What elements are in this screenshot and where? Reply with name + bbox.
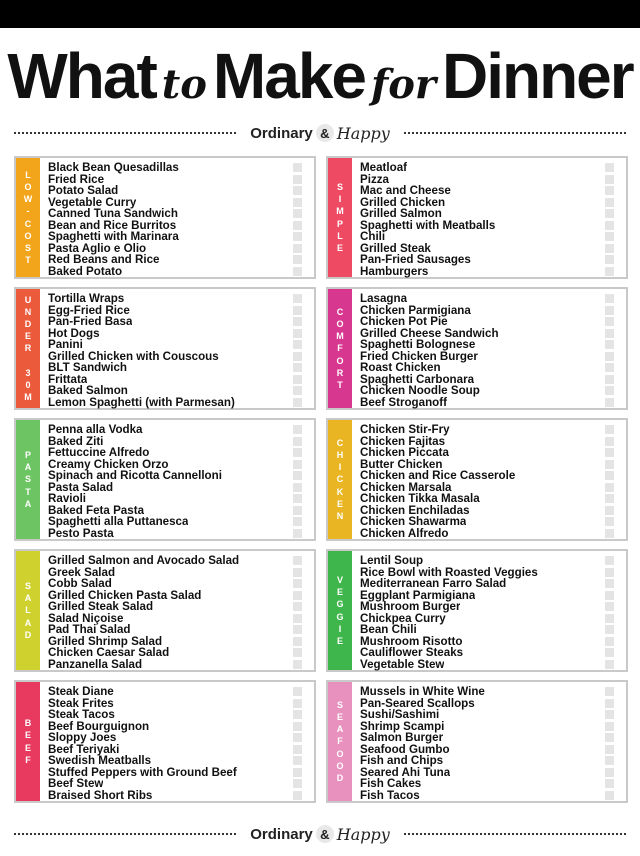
- meal-name: Baked Ziti: [48, 434, 104, 448]
- meal-name: Chicken Caesar Salad: [48, 646, 170, 660]
- meal-name: Salmon Burger: [360, 731, 444, 745]
- meal-checkbox[interactable]: [293, 768, 302, 777]
- category-label-band: [328, 420, 352, 539]
- meal-name: Lasagna: [360, 292, 408, 306]
- meal-item: [48, 528, 310, 540]
- category-label: S E A F O O D: [336, 699, 344, 783]
- meal-checkbox[interactable]: [605, 363, 614, 372]
- brand-word-ordinary: Ordinary: [250, 825, 313, 843]
- meal-name: Steak Tacos: [48, 708, 115, 722]
- meal-checkbox[interactable]: [605, 768, 614, 777]
- meal-name: Black Bean Quesadillas: [48, 161, 179, 175]
- meal-name: Spinach and Ricotta Cannelloni: [48, 469, 222, 483]
- meal-checkbox[interactable]: [605, 306, 614, 315]
- meal-checkbox[interactable]: [605, 722, 614, 731]
- meal-name: Spaghetti with Meatballs: [360, 218, 496, 232]
- meal-name: Beef Bourguignon: [48, 719, 150, 733]
- meal-name: Vegetable Stew: [360, 657, 445, 671]
- meal-checkbox[interactable]: [293, 756, 302, 765]
- meal-item: [360, 528, 622, 540]
- category-grid: [14, 156, 628, 803]
- meal-checkbox[interactable]: [605, 175, 614, 184]
- meal-name: Pasta Aglio e Olio: [48, 241, 147, 255]
- category-label: C O M F O R T: [336, 306, 344, 390]
- meal-list: [48, 424, 310, 539]
- meal-checkbox[interactable]: [293, 317, 302, 326]
- meal-name: Cobb Salad: [48, 577, 112, 591]
- meal-checkbox[interactable]: [293, 386, 302, 395]
- meal-name: Mushroom Risotto: [360, 634, 463, 648]
- meal-name: BLT Sandwich: [48, 361, 128, 375]
- meal-name: Spaghetti Carbonara: [360, 372, 475, 386]
- meal-checkbox[interactable]: [605, 625, 614, 634]
- meal-name: Panini: [48, 338, 83, 352]
- meal-checkbox[interactable]: [293, 660, 302, 669]
- category-label: C H I C K E N: [336, 437, 344, 521]
- meal-name: Lemon Spaghetti (with Parmesan): [48, 395, 235, 409]
- meal-item: [360, 266, 622, 278]
- meal-name: Lentil Soup: [360, 554, 424, 568]
- category-card-comfort: [326, 287, 628, 410]
- dotted-divider: [14, 833, 236, 835]
- meal-checkbox[interactable]: [293, 306, 302, 315]
- meal-name: Chicken Marsala: [360, 480, 452, 494]
- meal-checkbox[interactable]: [293, 163, 302, 172]
- meal-name: Mac and Cheese: [360, 184, 451, 198]
- meal-checkbox[interactable]: [293, 340, 302, 349]
- meal-checkbox[interactable]: [605, 648, 614, 657]
- meal-name: Chickpea Curry: [360, 611, 446, 625]
- meal-name: Salad Niçoise: [48, 611, 124, 625]
- meal-name: Stuffed Peppers with Ground Beef: [48, 765, 237, 779]
- meal-checkbox[interactable]: [293, 329, 302, 338]
- category-card-salad: [14, 549, 316, 672]
- meal-checkbox[interactable]: [293, 232, 302, 241]
- category-label: U N D E R 3 0 M: [24, 294, 32, 403]
- meal-item: [48, 328, 310, 340]
- category-card-beef: [14, 680, 316, 803]
- meal-checkbox[interactable]: [605, 437, 614, 446]
- meal-item: [360, 659, 622, 671]
- meal-name: Grilled Salmon and Avocado Salad: [48, 554, 240, 568]
- meal-checkbox[interactable]: [293, 591, 302, 600]
- meal-name: Rice Bowl with Roasted Veggies: [360, 565, 538, 579]
- title-dinner: Dinner: [441, 40, 633, 112]
- meal-name: Potato Salad: [48, 184, 119, 198]
- meal-checkbox[interactable]: [293, 267, 302, 276]
- title-make: Make: [212, 40, 365, 112]
- meal-name: Fish Cakes: [360, 777, 422, 791]
- meal-name: Seafood Gumbo: [360, 742, 450, 756]
- meal-checkbox[interactable]: [605, 556, 614, 565]
- meal-name: Grilled Salmon: [360, 207, 442, 221]
- meal-list: [360, 555, 622, 670]
- meal-item: [48, 659, 310, 671]
- brand-row-top: [0, 120, 640, 146]
- meal-checkbox[interactable]: [605, 352, 614, 361]
- meal-name: Mediterranean Farro Salad: [360, 577, 507, 591]
- meal-checkbox[interactable]: [293, 779, 302, 788]
- meal-checkbox[interactable]: [605, 163, 614, 172]
- meal-list: [360, 424, 622, 539]
- dotted-divider: [14, 132, 236, 134]
- meal-name: Spaghetti with Marinara: [48, 230, 179, 244]
- meal-checkbox[interactable]: [293, 198, 302, 207]
- meal-checkbox[interactable]: [293, 506, 302, 515]
- meal-checkbox[interactable]: [605, 614, 614, 623]
- meal-checkbox[interactable]: [605, 568, 614, 577]
- meal-checkbox[interactable]: [293, 699, 302, 708]
- brand-word-happy: Happy: [336, 824, 390, 844]
- meal-list: [48, 555, 310, 670]
- meal-checkbox[interactable]: [293, 375, 302, 384]
- meal-checkbox[interactable]: [293, 398, 302, 407]
- meal-checkbox[interactable]: [293, 494, 302, 503]
- meal-name: Grilled Chicken: [360, 195, 446, 209]
- meal-name: Baked Salmon: [48, 384, 128, 398]
- meal-name: Grilled Shrimp Salad: [48, 634, 163, 648]
- meal-checkbox[interactable]: [293, 471, 302, 480]
- meal-checkbox[interactable]: [293, 529, 302, 538]
- category-label-band: [16, 158, 40, 277]
- meal-checkbox[interactable]: [293, 556, 302, 565]
- meal-name: Fettuccine Alfredo: [48, 446, 150, 460]
- brand-word-happy: Happy: [336, 123, 390, 143]
- meal-checkbox[interactable]: [605, 506, 614, 515]
- meal-item: [48, 266, 310, 278]
- category-label: B E E F: [24, 718, 32, 765]
- meal-name: Egg-Fried Rice: [48, 303, 130, 317]
- meal-name: Baked Feta Pasta: [48, 503, 145, 517]
- meal-checkbox[interactable]: [293, 425, 302, 434]
- category-label: P A S T A: [24, 449, 32, 509]
- meal-checkbox[interactable]: [605, 494, 614, 503]
- meal-checkbox[interactable]: [605, 579, 614, 588]
- meal-name: Pan-Seared Scallops: [360, 696, 475, 710]
- meal-name: Fried Rice: [48, 172, 105, 186]
- meal-checkbox[interactable]: [293, 437, 302, 446]
- meal-list: [360, 293, 622, 408]
- meal-name: Pad Thai Salad: [48, 623, 131, 637]
- meal-name: Butter Chicken: [360, 457, 443, 471]
- meal-item: [48, 790, 310, 802]
- category-label-band: [328, 289, 352, 408]
- meal-name: Spaghetti alla Puttanesca: [48, 515, 189, 529]
- category-label-band: [16, 420, 40, 539]
- category-card-pasta: [14, 418, 316, 541]
- meal-checkbox[interactable]: [293, 637, 302, 646]
- meal-name: Beef Stew: [48, 777, 104, 791]
- meal-name: Chicken Enchiladas: [360, 503, 470, 517]
- meal-list: [48, 162, 310, 277]
- meal-name: Chicken Pot Pie: [360, 315, 448, 329]
- meal-item: [360, 220, 622, 232]
- meal-checkbox[interactable]: [605, 687, 614, 696]
- meal-name: Fish Tacos: [360, 788, 420, 802]
- meal-list: [360, 162, 622, 277]
- brand-logo: [250, 825, 390, 844]
- meal-checkbox[interactable]: [605, 244, 614, 253]
- meal-checkbox[interactable]: [293, 221, 302, 230]
- meal-checkbox[interactable]: [605, 779, 614, 788]
- meal-checkbox[interactable]: [293, 614, 302, 623]
- meal-checkbox[interactable]: [293, 483, 302, 492]
- meal-name: Sloppy Joes: [48, 731, 117, 745]
- meal-checkbox[interactable]: [605, 221, 614, 230]
- category-card-under-30m: [14, 287, 316, 410]
- meal-checkbox[interactable]: [605, 637, 614, 646]
- meal-name: Spaghetti Bolognese: [360, 338, 476, 352]
- meal-name: Panzanella Salad: [48, 657, 143, 671]
- brand-row-bottom: [0, 821, 640, 847]
- category-label: V E G G I E: [336, 574, 344, 646]
- meal-name: Sushi/Sashimi: [360, 708, 440, 722]
- meal-checkbox[interactable]: [293, 625, 302, 634]
- meal-name: Red Beans and Rice: [48, 253, 160, 267]
- meal-checkbox[interactable]: [605, 471, 614, 480]
- meal-item: [360, 790, 622, 802]
- meal-name: Grilled Cheese Sandwich: [360, 326, 499, 340]
- title-what: What: [7, 40, 156, 112]
- meal-item: [48, 397, 310, 409]
- meal-checkbox[interactable]: [605, 791, 614, 800]
- meal-name: Chicken and Rice Casserole: [360, 469, 516, 483]
- brand-word-ordinary: Ordinary: [250, 124, 313, 142]
- meal-name: Chicken Alfredo: [360, 526, 449, 540]
- brand-ampersand: &: [316, 825, 334, 843]
- category-card-veggie: [326, 549, 628, 672]
- meal-item: [48, 362, 310, 374]
- meal-checkbox[interactable]: [605, 745, 614, 754]
- meal-name: Penna alla Vodka: [48, 423, 143, 437]
- meal-name: Grilled Steak: [360, 241, 431, 255]
- meal-checkbox[interactable]: [605, 209, 614, 218]
- meal-name: Chicken Tikka Masala: [360, 492, 480, 506]
- meal-checkbox[interactable]: [605, 483, 614, 492]
- meal-checkbox[interactable]: [293, 175, 302, 184]
- meal-checkbox[interactable]: [605, 198, 614, 207]
- meal-name: Mushroom Burger: [360, 600, 461, 614]
- title-for: for: [371, 61, 436, 108]
- meal-name: Bean Chili: [360, 623, 417, 637]
- meal-name: Shrimp Scampi: [360, 719, 445, 733]
- meal-checkbox[interactable]: [293, 209, 302, 218]
- category-label-band: [328, 158, 352, 277]
- meal-checkbox[interactable]: [605, 317, 614, 326]
- meal-checkbox[interactable]: [605, 232, 614, 241]
- meal-name: Vegetable Curry: [48, 195, 137, 209]
- meal-checkbox[interactable]: [293, 579, 302, 588]
- meal-checkbox[interactable]: [605, 460, 614, 469]
- meal-checkbox[interactable]: [605, 386, 614, 395]
- meal-checkbox[interactable]: [293, 722, 302, 731]
- meal-name: Seared Ahi Tuna: [360, 765, 451, 779]
- meal-checkbox[interactable]: [605, 699, 614, 708]
- meal-name: Chicken Parmigiana: [360, 303, 471, 317]
- meal-checkbox[interactable]: [293, 745, 302, 754]
- meal-checkbox[interactable]: [293, 733, 302, 742]
- meal-name: Chicken Noodle Soup: [360, 384, 480, 398]
- meal-checkbox[interactable]: [605, 517, 614, 526]
- meal-item: [360, 397, 622, 409]
- category-label-band: [16, 289, 40, 408]
- meal-checkbox[interactable]: [605, 375, 614, 384]
- meal-name: Grilled Chicken Pasta Salad: [48, 588, 202, 602]
- category-card-low-cost: [14, 156, 316, 279]
- meal-list: [360, 686, 622, 801]
- meal-name: Roast Chicken: [360, 361, 441, 375]
- meal-checkbox[interactable]: [293, 448, 302, 457]
- meal-name: Grilled Steak Salad: [48, 600, 154, 614]
- title-to: to: [161, 61, 207, 108]
- meal-checkbox[interactable]: [605, 267, 614, 276]
- category-card-seafood: [326, 680, 628, 803]
- meal-checkbox[interactable]: [605, 186, 614, 195]
- meal-checkbox[interactable]: [605, 602, 614, 611]
- meal-name: Chicken Shawarma: [360, 515, 467, 529]
- meal-checkbox[interactable]: [293, 568, 302, 577]
- meal-name: Pizza: [360, 172, 389, 186]
- meal-checkbox[interactable]: [293, 602, 302, 611]
- meal-name: Chicken Piccata: [360, 446, 449, 460]
- meal-name: Beef Teriyaki: [48, 742, 120, 756]
- meal-checkbox[interactable]: [293, 186, 302, 195]
- meal-name: Mussels in White Wine: [360, 685, 485, 699]
- category-label-band: [328, 551, 352, 670]
- meal-checkbox[interactable]: [605, 756, 614, 765]
- category-label: S A L A D: [24, 580, 32, 640]
- dotted-divider: [404, 833, 626, 835]
- meal-name: Bean and Rice Burritos: [48, 218, 177, 232]
- meal-name: Pan-Fried Sausages: [360, 253, 471, 267]
- meal-name: Swedish Meatballs: [48, 754, 152, 768]
- meal-name: Grilled Chicken with Couscous: [48, 349, 219, 363]
- meal-checkbox[interactable]: [293, 244, 302, 253]
- meal-checkbox[interactable]: [605, 340, 614, 349]
- meal-checkbox[interactable]: [293, 710, 302, 719]
- meal-name: Canned Tuna Sandwich: [48, 207, 178, 221]
- brand-logo: [250, 124, 390, 143]
- meal-checkbox[interactable]: [605, 591, 614, 600]
- meal-checkbox[interactable]: [293, 294, 302, 303]
- meal-list: [48, 686, 310, 801]
- meal-name: Eggplant Parmigiana: [360, 588, 476, 602]
- meal-name: Chicken Stir-Fry: [360, 423, 450, 437]
- meal-checkbox[interactable]: [293, 648, 302, 657]
- meal-name: Chicken Fajitas: [360, 434, 446, 448]
- meal-name: Fried Chicken Burger: [360, 349, 478, 363]
- category-label: S I M P L E: [336, 181, 344, 253]
- meal-name: Steak Diane: [48, 685, 114, 699]
- meal-name: Steak Frites: [48, 696, 114, 710]
- meal-item: [360, 162, 622, 174]
- meal-name: Meatloaf: [360, 161, 408, 175]
- dotted-divider: [404, 132, 626, 134]
- meal-name: Braised Short Ribs: [48, 788, 153, 802]
- category-label-band: [16, 682, 40, 801]
- meal-checkbox[interactable]: [293, 352, 302, 361]
- meal-item: [48, 482, 310, 494]
- meal-checkbox[interactable]: [605, 255, 614, 264]
- meal-name: Creamy Chicken Orzo: [48, 457, 169, 471]
- meal-checkbox[interactable]: [605, 529, 614, 538]
- meal-name: Pasta Salad: [48, 480, 114, 494]
- category-label-band: [16, 551, 40, 670]
- category-label-band: [328, 682, 352, 801]
- category-card-simple: [326, 156, 628, 279]
- meal-checkbox[interactable]: [605, 398, 614, 407]
- meal-name: Ravioli: [48, 492, 87, 506]
- meal-checkbox[interactable]: [605, 329, 614, 338]
- meal-checkbox[interactable]: [605, 733, 614, 742]
- meal-checkbox[interactable]: [293, 791, 302, 800]
- meal-name: Frittata: [48, 372, 88, 386]
- brand-ampersand: &: [316, 124, 334, 142]
- meal-name: Pesto Pasta: [48, 526, 114, 540]
- meal-name: Greek Salad: [48, 565, 116, 579]
- meal-checkbox[interactable]: [605, 425, 614, 434]
- meal-checkbox[interactable]: [605, 448, 614, 457]
- meal-name: Tortilla Wraps: [48, 292, 125, 306]
- meal-checkbox[interactable]: [293, 517, 302, 526]
- meal-checkbox[interactable]: [605, 294, 614, 303]
- page-title: [0, 36, 640, 116]
- meal-name: Pan-Fried Basa: [48, 315, 133, 329]
- meal-name: Hot Dogs: [48, 326, 100, 340]
- category-card-chicken: [326, 418, 628, 541]
- meal-checkbox[interactable]: [293, 687, 302, 696]
- meal-checkbox[interactable]: [293, 460, 302, 469]
- meal-name: Hamburgers: [360, 264, 429, 278]
- meal-name: Chili: [360, 230, 386, 244]
- top-black-bar: [0, 0, 640, 28]
- meal-name: Beef Stroganoff: [360, 395, 447, 409]
- category-label: L O W - C O S T: [23, 169, 33, 266]
- meal-name: Cauliflower Steaks: [360, 646, 464, 660]
- meal-checkbox[interactable]: [605, 660, 614, 669]
- meal-checkbox[interactable]: [605, 710, 614, 719]
- meal-name: Fish and Chips: [360, 754, 444, 768]
- meal-checkbox[interactable]: [293, 363, 302, 372]
- meal-name: Baked Potato: [48, 264, 123, 278]
- meal-checkbox[interactable]: [293, 255, 302, 264]
- meal-list: [48, 293, 310, 408]
